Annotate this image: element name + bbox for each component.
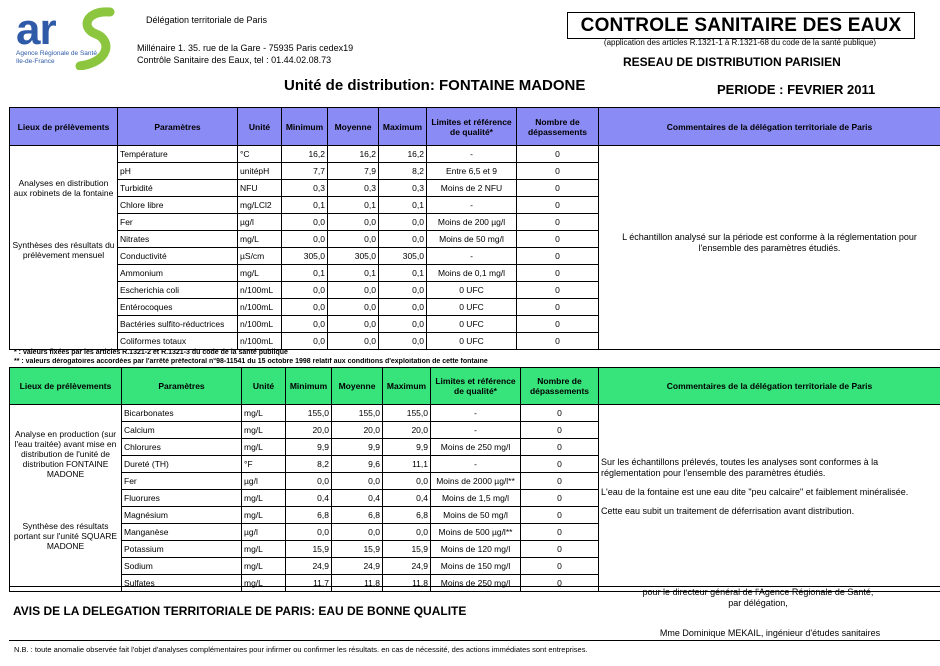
ars-logo-mark bbox=[14, 6, 124, 70]
col-param: Paramètres bbox=[118, 108, 238, 146]
limit-cell: Moins de 250 mg/l bbox=[431, 439, 521, 456]
avg-cell: 0,4 bbox=[332, 490, 383, 507]
avg-cell: 24,9 bbox=[332, 558, 383, 575]
exceed-cell: 0 bbox=[517, 299, 599, 316]
param-cell: Chlorures bbox=[122, 439, 242, 456]
unit-cell: °F bbox=[242, 456, 286, 473]
min-cell: 0,1 bbox=[282, 265, 328, 282]
min-cell: 0,0 bbox=[282, 282, 328, 299]
max-cell: 9,9 bbox=[383, 439, 431, 456]
comment-text: Cette eau subit un traitement de déferrisation avant distribution. bbox=[601, 506, 855, 516]
divider bbox=[9, 640, 940, 641]
exceed-cell: 0 bbox=[521, 541, 599, 558]
col-unite: Unité bbox=[238, 108, 282, 146]
limit-cell: - bbox=[431, 405, 521, 422]
avg-cell: 0,0 bbox=[328, 214, 379, 231]
min-cell: 0,0 bbox=[282, 333, 328, 350]
limit-cell: - bbox=[427, 248, 517, 265]
sampling-location bbox=[10, 405, 122, 592]
address-line-1: Millénaire 1. 35. rue de la Gare - 75935 Paris cedex19 bbox=[137, 43, 354, 53]
production-results-table bbox=[9, 367, 940, 592]
param-cell: Escherichia coli bbox=[118, 282, 238, 299]
document-title: CONTROLE SANITAIRE DES EAUX bbox=[567, 12, 915, 39]
exceed-cell: 0 bbox=[521, 490, 599, 507]
limit-cell: Moins de 2000 µg/l** bbox=[431, 473, 521, 490]
param-cell: Chlore libre bbox=[118, 197, 238, 214]
min-cell: 20,0 bbox=[286, 422, 332, 439]
distribution-unit: Unité de distribution: FONTAINE MADONE bbox=[284, 77, 586, 94]
param-cell: Coliformes totaux bbox=[118, 333, 238, 350]
avg-cell: 0,3 bbox=[328, 180, 379, 197]
table-header-row bbox=[10, 368, 940, 405]
unit-cell: µg/l bbox=[238, 214, 282, 231]
param-cell: Magnésium bbox=[122, 507, 242, 524]
param-cell: Fluorures bbox=[122, 490, 242, 507]
unit-cell: µg/l bbox=[242, 473, 286, 490]
limit-cell: Entre 6,5 et 9 bbox=[427, 163, 517, 180]
max-cell: 0,0 bbox=[379, 231, 427, 248]
avg-cell: 0,0 bbox=[328, 333, 379, 350]
col-lieux: Lieux de prélèvements bbox=[10, 108, 118, 146]
avg-cell: 0,0 bbox=[328, 282, 379, 299]
limit-cell: - bbox=[431, 422, 521, 439]
unit-cell: mg/LCl2 bbox=[238, 197, 282, 214]
avg-cell: 9,9 bbox=[332, 439, 383, 456]
param-cell: Fer bbox=[122, 473, 242, 490]
min-cell: 0,3 bbox=[282, 180, 328, 197]
max-cell: 0,0 bbox=[379, 214, 427, 231]
table-header-row bbox=[10, 108, 940, 146]
limit-cell: - bbox=[427, 197, 517, 214]
min-cell: 0,1 bbox=[282, 197, 328, 214]
min-cell: 305,0 bbox=[282, 248, 328, 265]
table-row bbox=[10, 405, 940, 422]
min-cell: 11,7 bbox=[286, 575, 332, 592]
limit-cell: 0 UFC bbox=[427, 316, 517, 333]
max-cell: 24,9 bbox=[383, 558, 431, 575]
limit-cell: - bbox=[427, 146, 517, 163]
avg-cell: 305,0 bbox=[328, 248, 379, 265]
param-cell: Sulfates bbox=[122, 575, 242, 592]
unit-cell: mg/L bbox=[238, 265, 282, 282]
max-cell: 0,0 bbox=[379, 299, 427, 316]
col-moy: Moyenne bbox=[332, 368, 383, 405]
exceed-cell: 0 bbox=[517, 333, 599, 350]
exceed-cell: 0 bbox=[521, 507, 599, 524]
col-moy: Moyenne bbox=[328, 108, 379, 146]
max-cell: 0,0 bbox=[379, 282, 427, 299]
exceed-cell: 0 bbox=[521, 575, 599, 592]
exceed-cell: 0 bbox=[517, 248, 599, 265]
exceed-cell: 0 bbox=[521, 439, 599, 456]
param-cell: Ammonium bbox=[118, 265, 238, 282]
avg-cell: 0,0 bbox=[328, 299, 379, 316]
exceed-cell: 0 bbox=[517, 197, 599, 214]
min-cell: 0,0 bbox=[282, 316, 328, 333]
distribution-results-table bbox=[9, 107, 940, 350]
unit-cell: n/100mL bbox=[238, 316, 282, 333]
col-min: Minimum bbox=[282, 108, 328, 146]
exceed-cell: 0 bbox=[517, 214, 599, 231]
comment-text: L'eau de la fontaine est une eau dite "peu calcaire" et faiblement minéralisée. bbox=[601, 487, 909, 497]
comment-text: Sur les échantillons prélevés, toutes les analyses sont conformes à la réglementation pour l'ensemble des paramètres étudiés. bbox=[601, 457, 879, 478]
limit-cell: 0 UFC bbox=[427, 299, 517, 316]
exceed-cell: 0 bbox=[517, 231, 599, 248]
avg-cell: 0,0 bbox=[328, 316, 379, 333]
avg-cell: 155,0 bbox=[332, 405, 383, 422]
min-cell: 0,0 bbox=[282, 214, 328, 231]
ars-logo bbox=[14, 6, 124, 70]
avg-cell: 0,0 bbox=[332, 473, 383, 490]
param-cell: Calcium bbox=[122, 422, 242, 439]
network-name: RESEAU DE DISTRIBUTION PARISIEN bbox=[623, 55, 841, 69]
delegation-title: Délégation territoriale de Paris bbox=[146, 15, 268, 25]
param-cell: Dureté (TH) bbox=[122, 456, 242, 473]
min-cell: 0,0 bbox=[286, 473, 332, 490]
unit-cell: mg/L bbox=[242, 405, 286, 422]
svg-text:ar: ar bbox=[16, 6, 56, 54]
avg-cell: 0,1 bbox=[328, 197, 379, 214]
unit-cell: n/100mL bbox=[238, 333, 282, 350]
limit-cell: Moins de 50 mg/l bbox=[431, 507, 521, 524]
logo-subtitle: Agence Régionale de Santé bbox=[16, 50, 97, 57]
unit-cell: NFU bbox=[238, 180, 282, 197]
avg-cell: 11,8 bbox=[332, 575, 383, 592]
unit-cell: unitépH bbox=[238, 163, 282, 180]
location-text: Synthèse des résultats portant sur l'unité SQUARE MADONE bbox=[13, 521, 118, 551]
col-depass: Nombre de dépassements bbox=[517, 108, 599, 146]
avg-cell: 0,0 bbox=[328, 231, 379, 248]
param-cell: Potassium bbox=[122, 541, 242, 558]
limit-cell: Moins de 200 µg/l bbox=[427, 214, 517, 231]
unit-cell: mg/L bbox=[242, 422, 286, 439]
max-cell: 0,1 bbox=[379, 265, 427, 282]
unit-cell: °C bbox=[238, 146, 282, 163]
max-cell: 305,0 bbox=[379, 248, 427, 265]
min-cell: 7,7 bbox=[282, 163, 328, 180]
location-text: Analyses en distribution aux robinets de la fontaine bbox=[13, 178, 114, 198]
comment-text: L échantillon analysé sur la période est conforme à la réglementation pour l'ensemble des paramètres étudiés. bbox=[622, 232, 917, 253]
limit-cell: Moins de 0,1 mg/l bbox=[427, 265, 517, 282]
quality-verdict: AVIS DE LA DELEGATION TERRITORIALE DE PARIS: EAU DE BONNE QUALITE bbox=[13, 604, 467, 618]
exceed-cell: 0 bbox=[521, 405, 599, 422]
limit-cell: Moins de 1,5 mg/l bbox=[431, 490, 521, 507]
unit-cell: mg/L bbox=[242, 507, 286, 524]
avg-cell: 0,0 bbox=[332, 524, 383, 541]
delegation-comment bbox=[599, 405, 940, 592]
max-cell: 0,0 bbox=[379, 316, 427, 333]
col-limites: Limites et référence de qualité* bbox=[431, 368, 521, 405]
location-text: Analyse en production (sur l'eau traitée) avant mise en distribution de l'unité de distribution FONTAINE MADONE bbox=[14, 429, 117, 479]
min-cell: 8,2 bbox=[286, 456, 332, 473]
signature-line-1: pour le directeur général de l'Agence Régionale de Santé, bbox=[642, 587, 874, 597]
min-cell: 0,4 bbox=[286, 490, 332, 507]
unit-cell: mg/L bbox=[242, 558, 286, 575]
param-cell: Nitrates bbox=[118, 231, 238, 248]
col-max: Maximum bbox=[379, 108, 427, 146]
col-min: Minimum bbox=[286, 368, 332, 405]
col-lieux: Lieux de prélèvements bbox=[10, 368, 122, 405]
exceed-cell: 0 bbox=[521, 524, 599, 541]
max-cell: 0,0 bbox=[379, 333, 427, 350]
max-cell: 0,3 bbox=[379, 180, 427, 197]
min-cell: 0,0 bbox=[282, 299, 328, 316]
exceed-cell: 0 bbox=[521, 558, 599, 575]
max-cell: 20,0 bbox=[383, 422, 431, 439]
signature-block bbox=[600, 587, 916, 609]
exceed-cell: 0 bbox=[521, 456, 599, 473]
max-cell: 0,4 bbox=[383, 490, 431, 507]
min-cell: 0,0 bbox=[286, 524, 332, 541]
unit-cell: µS/cm bbox=[238, 248, 282, 265]
max-cell: 8,2 bbox=[379, 163, 427, 180]
col-limites: Limites et référence de qualité* bbox=[427, 108, 517, 146]
param-cell: Bicarbonates bbox=[122, 405, 242, 422]
avg-cell: 15,9 bbox=[332, 541, 383, 558]
unit-cell: n/100mL bbox=[238, 282, 282, 299]
avg-cell: 9,6 bbox=[332, 456, 383, 473]
unit-cell: mg/L bbox=[238, 231, 282, 248]
avg-cell: 7,9 bbox=[328, 163, 379, 180]
param-cell: Fer bbox=[118, 214, 238, 231]
min-cell: 15,9 bbox=[286, 541, 332, 558]
sampling-location bbox=[10, 146, 118, 350]
signature-line-2: par délégation, bbox=[728, 598, 788, 608]
signer-name: Mme Dominique MEKAIL, ingénieur d'études sanitaires bbox=[659, 628, 881, 638]
max-cell: 11,8 bbox=[383, 575, 431, 592]
limit-cell: Moins de 50 mg/l bbox=[427, 231, 517, 248]
param-cell: Turbidité bbox=[118, 180, 238, 197]
unit-cell: mg/L bbox=[242, 541, 286, 558]
min-cell: 9,9 bbox=[286, 439, 332, 456]
unit-cell: mg/L bbox=[242, 490, 286, 507]
avg-cell: 6,8 bbox=[332, 507, 383, 524]
col-comments: Commentaires de la délégation territoriale de Paris bbox=[599, 108, 940, 146]
location-text: Synthèses des résultats du prélèvement mensuel bbox=[12, 240, 115, 260]
unit-cell: µg/l bbox=[242, 524, 286, 541]
note: N.B. : toute anomalie observée fait l'objet d'analyses complémentaires pour infirmer ou confirmer les résultats. en cas de nécessité, des actions immédiates sont entreprises. bbox=[14, 645, 588, 654]
exceed-cell: 0 bbox=[517, 180, 599, 197]
param-cell: Manganèse bbox=[122, 524, 242, 541]
param-cell: pH bbox=[118, 163, 238, 180]
limit-cell: 0 UFC bbox=[427, 282, 517, 299]
max-cell: 0,0 bbox=[383, 473, 431, 490]
avg-cell: 0,1 bbox=[328, 265, 379, 282]
limit-cell: Moins de 500 µg/l** bbox=[431, 524, 521, 541]
param-cell: Bactéries sulfito-réductrices bbox=[118, 316, 238, 333]
min-cell: 24,9 bbox=[286, 558, 332, 575]
max-cell: 0,1 bbox=[379, 197, 427, 214]
col-unite: Unité bbox=[242, 368, 286, 405]
col-depass: Nombre de dépassements bbox=[521, 368, 599, 405]
exceed-cell: 0 bbox=[517, 265, 599, 282]
exceed-cell: 0 bbox=[517, 146, 599, 163]
unit-cell: n/100mL bbox=[238, 299, 282, 316]
param-cell: Température bbox=[118, 146, 238, 163]
table-row bbox=[10, 146, 940, 163]
document-subtitle: (application des articles R.1321-1 à R.1321-68 du code de la santé publique) bbox=[603, 38, 877, 47]
unit-cell: mg/L bbox=[242, 575, 286, 592]
delegation-comment bbox=[599, 146, 940, 350]
min-cell: 0,0 bbox=[282, 231, 328, 248]
period: PERIODE : FEVRIER 2011 bbox=[717, 82, 876, 97]
limit-cell: Moins de 250 mg/l bbox=[431, 575, 521, 592]
max-cell: 155,0 bbox=[383, 405, 431, 422]
max-cell: 6,8 bbox=[383, 507, 431, 524]
exceed-cell: 0 bbox=[517, 282, 599, 299]
min-cell: 6,8 bbox=[286, 507, 332, 524]
limit-cell: Moins de 120 mg/l bbox=[431, 541, 521, 558]
min-cell: 16,2 bbox=[282, 146, 328, 163]
limit-cell: - bbox=[431, 456, 521, 473]
max-cell: 11,1 bbox=[383, 456, 431, 473]
param-cell: Entérocoques bbox=[118, 299, 238, 316]
col-param: Paramètres bbox=[122, 368, 242, 405]
avg-cell: 16,2 bbox=[328, 146, 379, 163]
footnote-1: * : valeurs fixées par les articles R.1321-2 et R.1321-3 du code de la santé publique bbox=[14, 349, 288, 356]
exceed-cell: 0 bbox=[517, 163, 599, 180]
address-line-2: Contrôle Sanitaire des Eaux, tel : 01.44.02.08.73 bbox=[137, 55, 332, 65]
max-cell: 15,9 bbox=[383, 541, 431, 558]
footnote-2: ** : valeurs dérogatoires accordées par l'arrêté préfectoral n°98-11541 du 15 octobre 1998 relatif aux conditions d'exploitation de cette fontaine bbox=[14, 358, 488, 365]
max-cell: 16,2 bbox=[379, 146, 427, 163]
param-cell: Sodium bbox=[122, 558, 242, 575]
exceed-cell: 0 bbox=[521, 422, 599, 439]
col-max: Maximum bbox=[383, 368, 431, 405]
exceed-cell: 0 bbox=[517, 316, 599, 333]
limit-cell: Moins de 2 NFU bbox=[427, 180, 517, 197]
limit-cell: Moins de 150 mg/l bbox=[431, 558, 521, 575]
limit-cell: 0 UFC bbox=[427, 333, 517, 350]
avg-cell: 20,0 bbox=[332, 422, 383, 439]
min-cell: 155,0 bbox=[286, 405, 332, 422]
param-cell: Conductivité bbox=[118, 248, 238, 265]
max-cell: 0,0 bbox=[383, 524, 431, 541]
unit-cell: mg/L bbox=[242, 439, 286, 456]
col-comments: Commentaires de la délégation territoriale de Paris bbox=[599, 368, 940, 405]
exceed-cell: 0 bbox=[521, 473, 599, 490]
logo-region: Ile-de-France bbox=[16, 58, 55, 65]
